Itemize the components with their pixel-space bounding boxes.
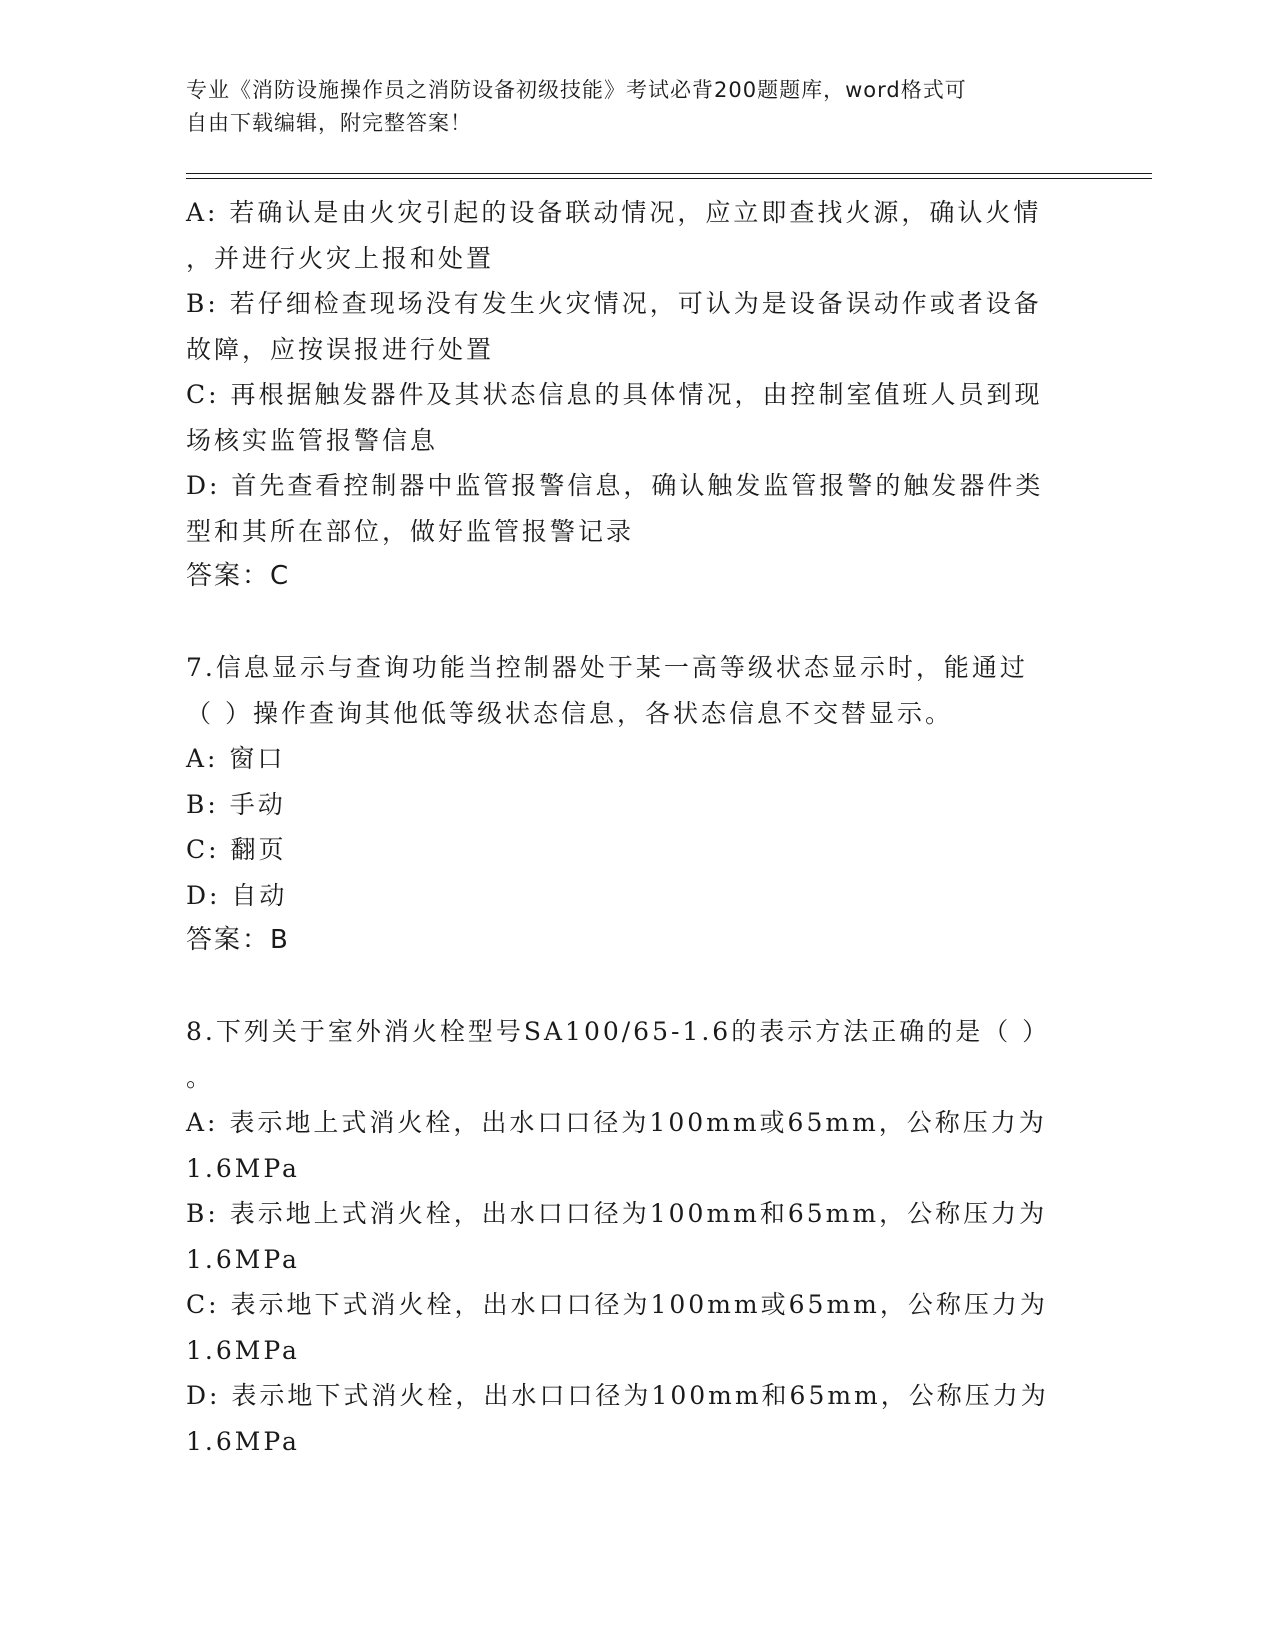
q7-option-b: B: 手动	[186, 789, 286, 819]
header-divider-top	[186, 173, 1152, 174]
question-8	[186, 1009, 1086, 1464]
question-7	[186, 645, 1086, 964]
q6-option-b-line-2: 故障，应按误报进行处置	[186, 334, 495, 364]
document-header	[186, 74, 1086, 140]
question-6-options	[186, 190, 1086, 600]
q8-option-a-line-1: A: 表示地上式消火栓，出水口口径为100mm或65mm，公称压力为	[186, 1108, 1047, 1137]
q6-option-d-line-2: 型和其所在部位，做好监管报警记录	[186, 516, 635, 546]
q7-stem-line-2: （ ）操作查询其他低等级状态信息，各状态信息不交替显示。	[186, 698, 953, 728]
q6-option-d-line-1: D: 首先查看控制器中监管报警信息，确认触发监管报警的触发器件类	[186, 471, 1044, 500]
q8-option-c-line-1: C: 表示地下式消火栓，出水口口径为100mm或65mm，公称压力为	[186, 1290, 1048, 1319]
q8-option-c-line-2: 1.6MPa	[186, 1335, 300, 1365]
spacer	[186, 600, 1086, 646]
q6-option-a-line-2: ，并进行火灾上报和处置	[186, 243, 495, 273]
q7-option-d: D: 自动	[186, 880, 288, 910]
question-content	[186, 190, 1086, 1464]
q7-stem-line-1: 7.信息显示与查询功能当控制器处于某一高等级状态显示时，能通过	[186, 653, 1028, 682]
q8-option-d-line-2: 1.6MPa	[186, 1426, 300, 1456]
q8-stem-line-1: 8.下列关于室外消火栓型号SA100/65-1.6的表示方法正确的是（ ）	[186, 1017, 1051, 1046]
q8-option-d-line-1: D: 表示地下式消火栓，出水口口径为100mm和65mm，公称压力为	[186, 1381, 1049, 1410]
q8-stem-line-2: 。	[186, 1062, 215, 1092]
q8-option-a-line-2: 1.6MPa	[186, 1153, 300, 1183]
q7-option-a: A: 窗口	[186, 744, 286, 773]
q8-option-b-line-1: B: 表示地上式消火栓，出水口口径为100mm和65mm，公称压力为	[186, 1199, 1048, 1228]
q8-option-b-line-2: 1.6MPa	[186, 1244, 300, 1274]
spacer	[186, 964, 1086, 1010]
q7-answer: 答案：B	[186, 925, 290, 955]
q6-option-b-line-1: B: 若仔细检查现场没有发生火灾情况，可认为是设备误动作或者设备	[186, 289, 1042, 318]
q6-option-c-line-1: C: 再根据触发器件及其状态信息的具体情况，由控制室值班人员到现	[186, 380, 1043, 409]
q7-option-c: C: 翻页	[186, 835, 287, 864]
header-line-2: 自由下载编辑，附完整答案！	[186, 111, 472, 135]
q6-option-c-line-2: 场核实监管报警信息	[186, 425, 439, 455]
q6-option-a-line-1: A: 若确认是由火灾引起的设备联动情况，应立即查找火源，确认火情	[186, 198, 1042, 227]
header-divider-bottom	[186, 178, 1152, 179]
q6-answer: 答案：C	[186, 561, 291, 591]
header-line-1: 专业《消防设施操作员之消防设备初级技能》考试必背200题题库，word格式可	[186, 78, 967, 102]
